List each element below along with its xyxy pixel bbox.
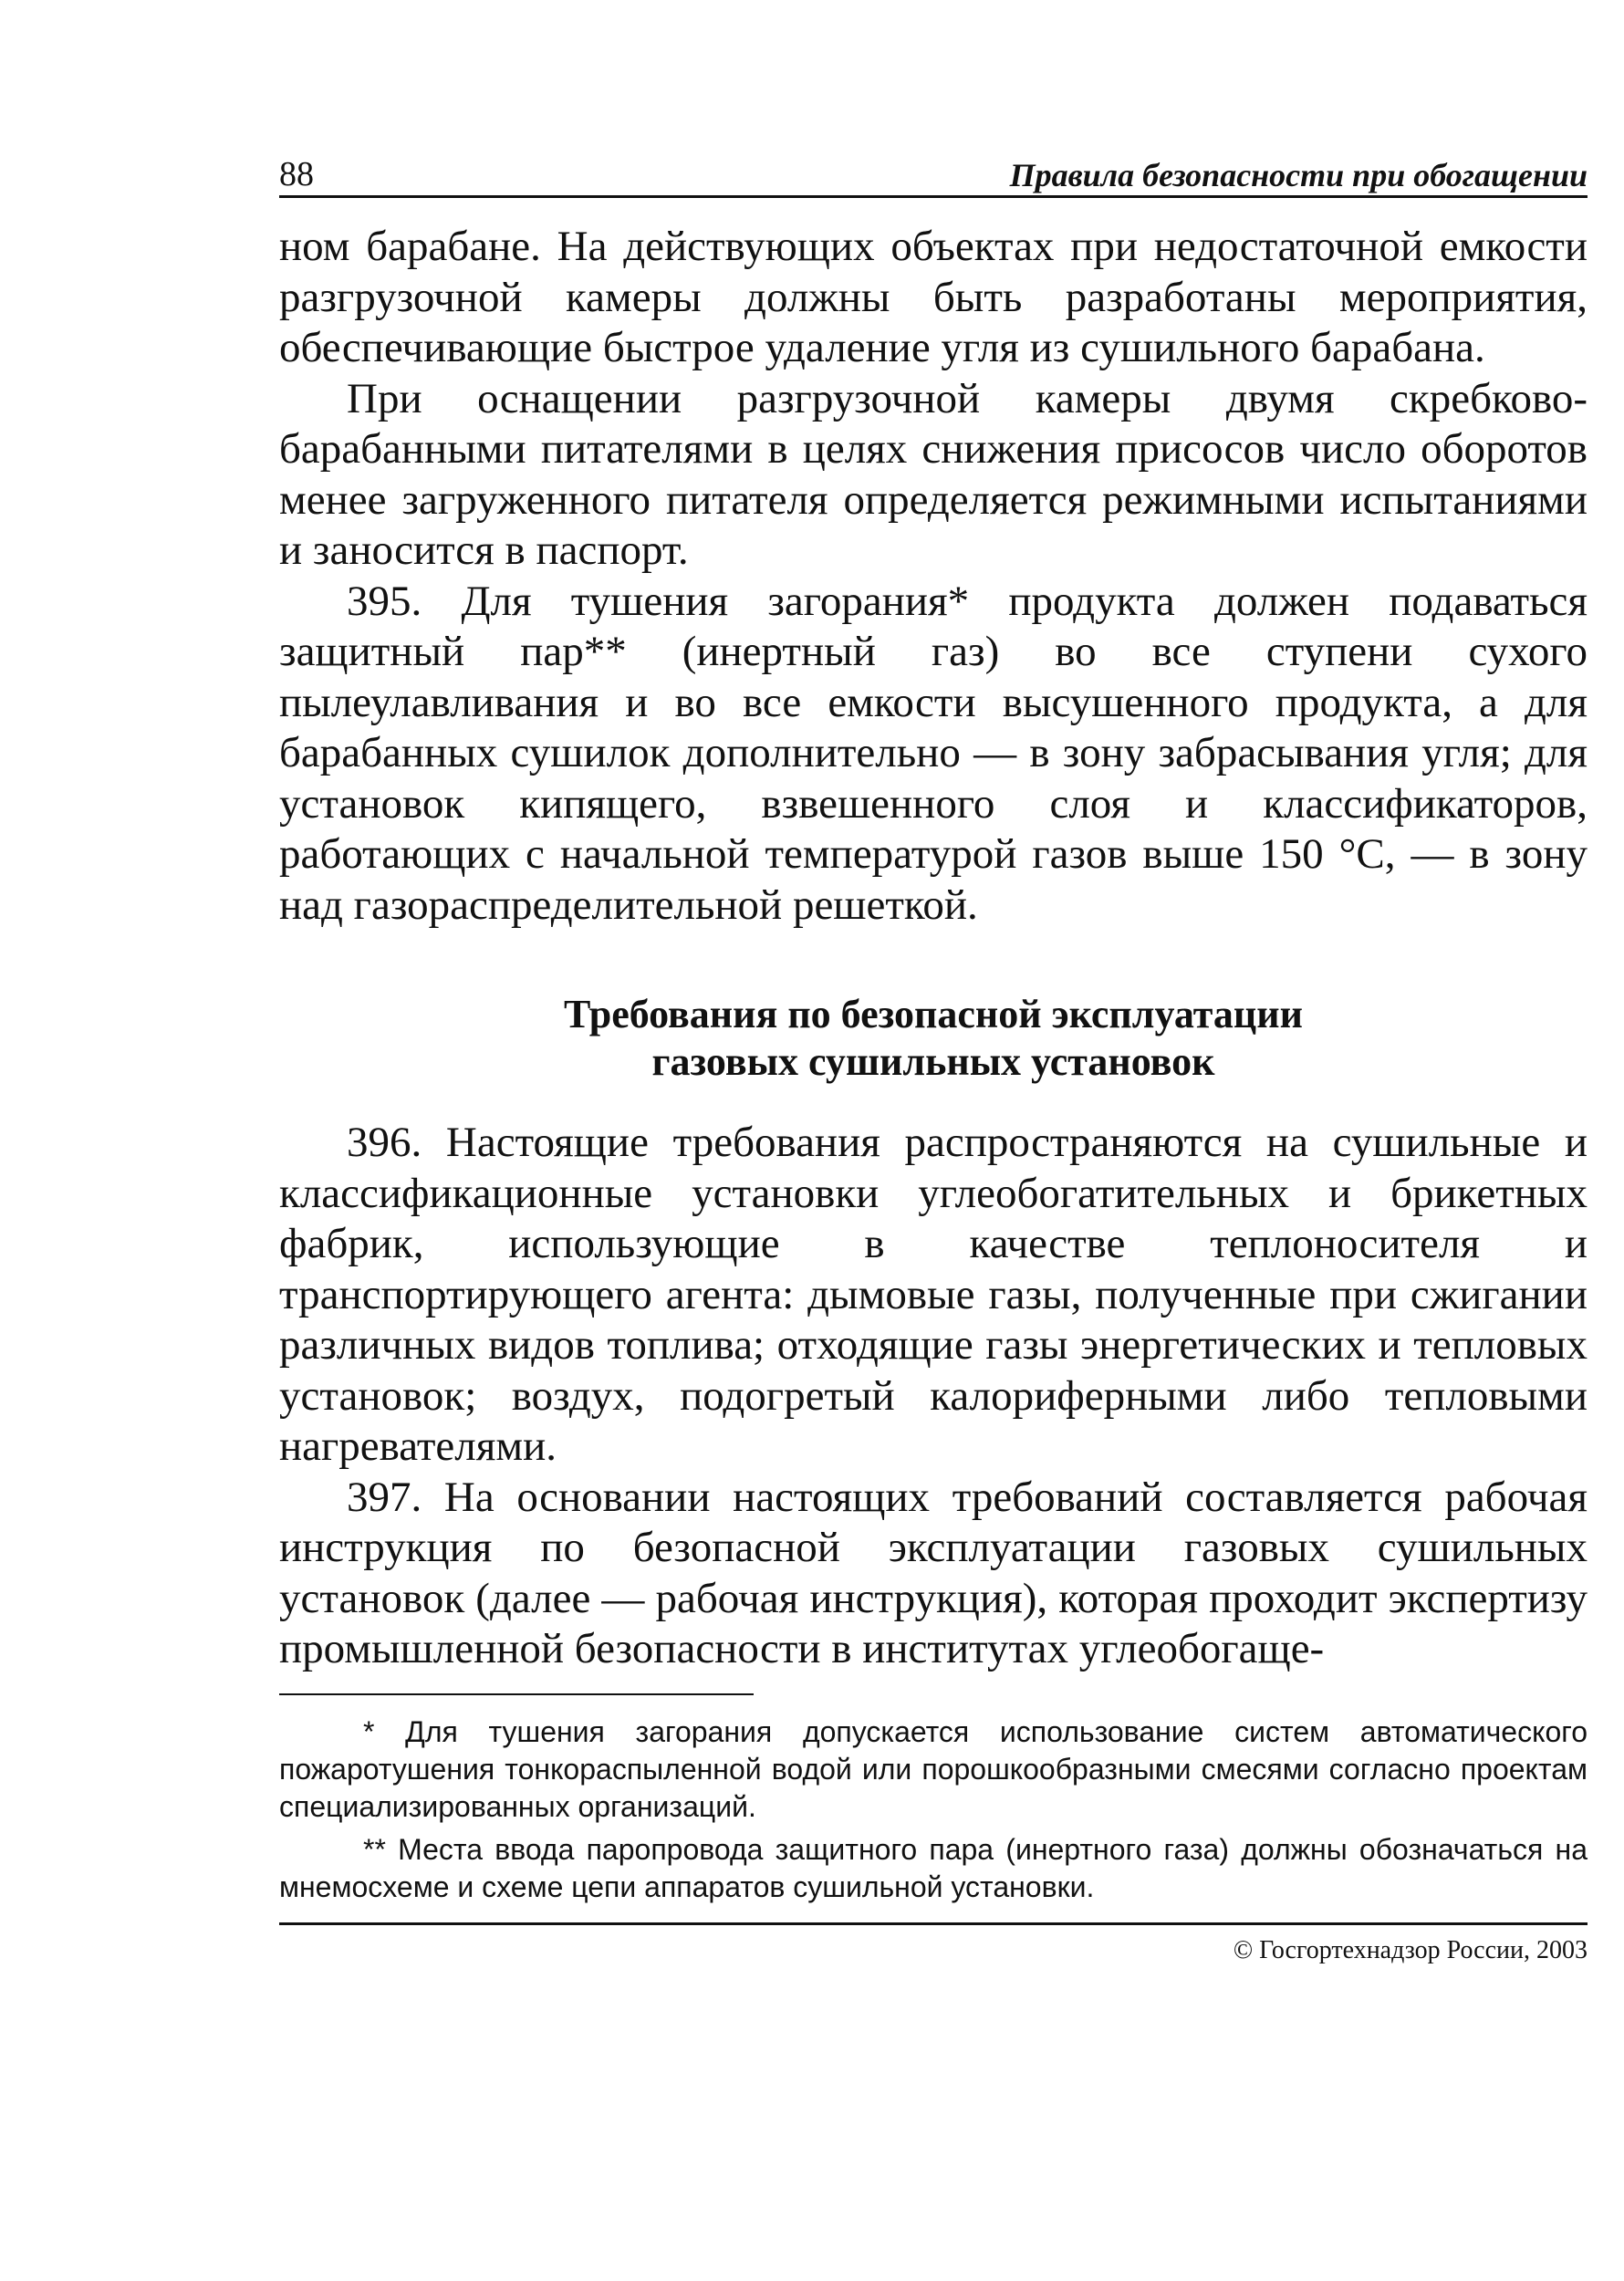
paragraph-397: 397. На основании настоящих требований составляется рабочая инструкция по безопасной эксплуатации газовых сушильных установок (далее — рабочая инструкция), которая проходит экспертизу промышленной безопасности в институтах углеобогаще- (279, 1473, 1588, 1672)
footnotes (279, 1713, 1588, 1906)
page-number: 88 (279, 155, 314, 193)
paragraph-feeders: При оснащении разгрузочной камеры двумя скребково-барабанными питателями в целях снижения присосов число оборотов менее загруженного питателя определяется режимными испытаниями и заносится в паспорт. (279, 374, 1588, 574)
footer-divider (279, 1922, 1588, 1925)
footnote-1: * Для тушения загорания допускается использование систем автоматического пожаротушения тонкораспыленной водой или порошкообразными смесями согласно проектам специализированных организаций. (279, 1714, 1588, 1823)
paragraph-continuation: ном барабане. На действующих объектах при недостаточной емкости разгрузочной камеры должны быть разработаны мероприятия, обеспечивающие быстрое удаление угля из сушильного барабана. (279, 223, 1588, 371)
running-head (279, 137, 1588, 198)
footnote-divider (279, 1693, 754, 1695)
running-title: Правила безопасности при обогащении (1009, 157, 1588, 193)
footnote-2: ** Места ввода паропровода защитного пара (инертного газа) должны обозначаться на мнемосхеме и схеме цепи аппаратов сушильной установки. (279, 1832, 1588, 1903)
section-heading-line-2: газовых сушильных установок (651, 1039, 1215, 1084)
document-page (279, 137, 1588, 1965)
body-text (279, 222, 1588, 1675)
section-heading-line-1: Требования по безопасной эксплуатации (564, 992, 1303, 1036)
paragraph-395: 395. Для тушения загорания* продукта должен подаваться защитный пар** (инертный газ) во все ступени сухого пылеулавливания и во все емкости высушенного продукта, а для барабанных сушилок дополнительно — в зону забрасывания угля; для установок кипящего, взвешенного слоя и классификаторов, работающих с начальной температурой газов выше 150 °С, — в зону над газораспределительной решеткой. (279, 577, 1588, 929)
paragraph-396: 396. Настоящие требования распространяются на сушильные и классификационные установки углеобогатительных и брикетных фабрик, использующие в качестве теплоносителя и транспортирующего агента: дымовые газы, полученные при сжигании различных видов топлива; отходящие газы энергетических и тепловых установок; воздух, подогретый калориферными либо тепловыми нагревателями. (279, 1119, 1588, 1470)
section-heading (279, 991, 1588, 1086)
copyright-notice: © Госгортехнадзор России, 2003 (1233, 1935, 1588, 1964)
